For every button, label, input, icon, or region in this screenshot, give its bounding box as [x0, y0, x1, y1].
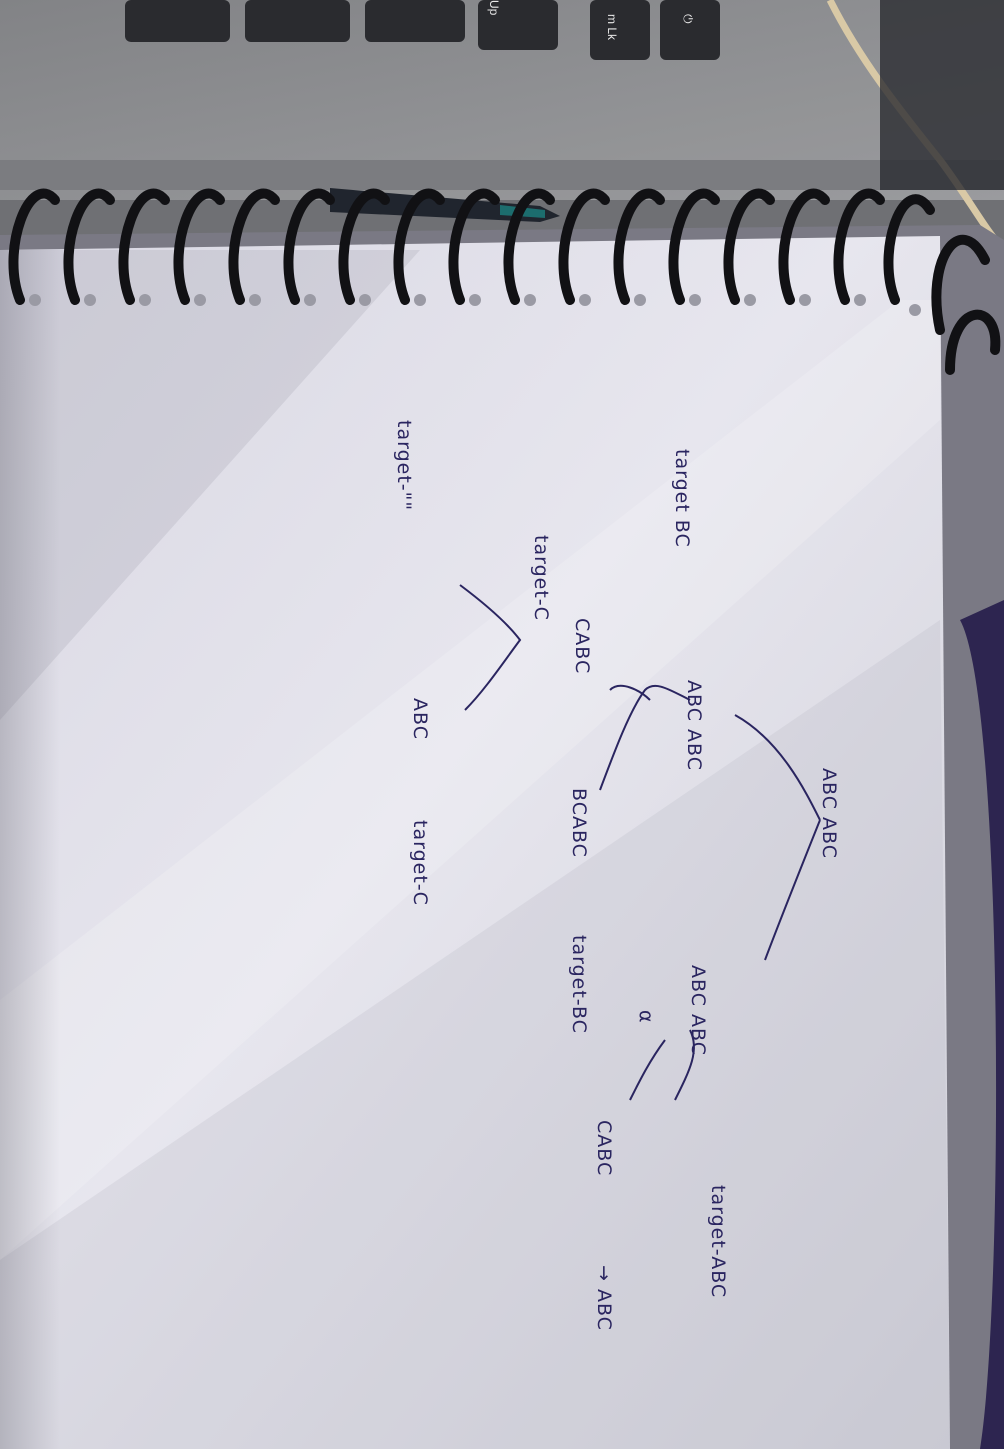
laptop-key-label-up: Up — [487, 0, 501, 16]
right-target: target-ABC — [707, 1185, 729, 1299]
mid-target: target-BC — [568, 935, 590, 1034]
laptop-key — [590, 0, 650, 60]
laptop-key — [125, 0, 230, 42]
left-sub-node: CABC — [571, 618, 593, 675]
root-node: ABC ABC — [818, 768, 840, 859]
deep-target-c: target-C — [409, 820, 431, 906]
laptop-key — [660, 0, 720, 60]
right-node: ABC ABC — [687, 965, 709, 1056]
mid-node: BCABC — [568, 788, 590, 858]
laptop-key-label-lk: m Lk — [605, 14, 619, 41]
power-icon: ⏻ — [681, 14, 695, 24]
laptop-key — [365, 0, 465, 42]
laptop-key — [245, 0, 350, 42]
right-result: → ABC — [593, 1265, 615, 1331]
alpha-mark: α — [635, 1010, 657, 1024]
right-sub-node: CABC — [593, 1120, 615, 1177]
left-sub-target: target-C — [530, 535, 552, 621]
deep-target: target-"" — [393, 420, 415, 512]
left-target: target BC — [671, 449, 693, 548]
notebook — [0, 193, 1004, 1449]
deep-node: ABC — [409, 698, 431, 740]
left-node: ABC ABC — [683, 680, 705, 771]
